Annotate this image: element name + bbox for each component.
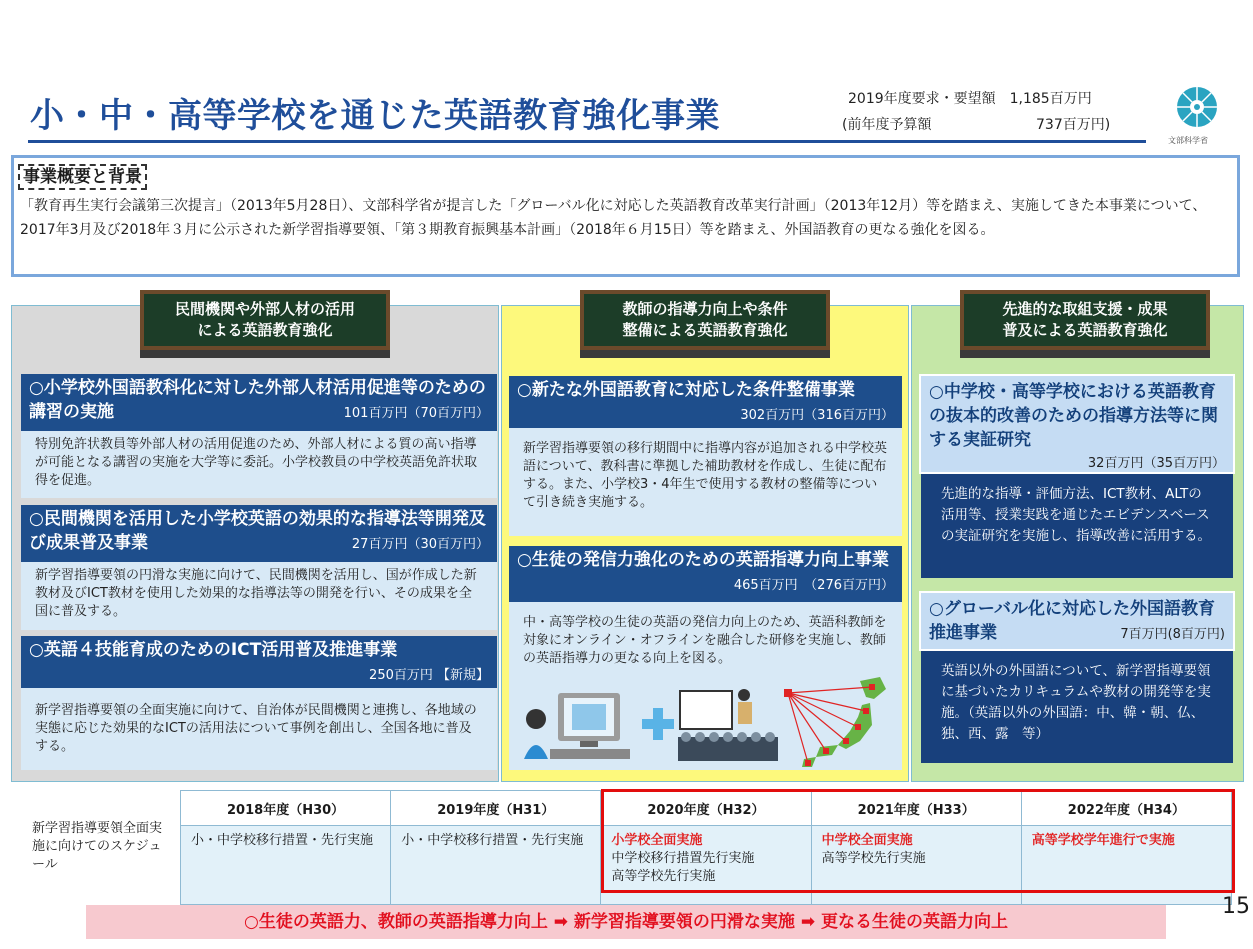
item-title-text: ○民間機関を活用した小学校英語の効果的な指導法等開発及び成果普及事業: [29, 509, 486, 553]
item-title: [919, 591, 1235, 651]
logo-caption: 文部科学省: [1168, 136, 1208, 145]
item-title-text: ○小学校外国語教科化に対した外部人材活用促進等のための講習の実施: [29, 378, 486, 422]
item-title-text: ○中学校・高等学校における英語教育の抜本的改善のための指導方法等に関する実証研究: [929, 382, 1218, 450]
item-amount: 7百万円(8百万円): [1120, 627, 1225, 642]
item-title-text: ○生徒の発信力強化のための英語指導力向上事業: [517, 550, 889, 570]
item-description: 新学習指導要領の移行期間中に指導内容が追加される中学校英語について、教科書に準拠した補助教材を作成し、生徒に配布する。また、小学校3・4年生で使用する教材の整備等について引き続き実施する。: [509, 428, 902, 536]
item-amount: 32百万円（35百万円）: [1087, 456, 1225, 471]
page-number: 15: [1222, 894, 1250, 919]
previous-budget-amount: 737百万円): [1036, 117, 1111, 133]
chalkboard-3: [960, 290, 1210, 358]
overview-heading: 事業概要と背景: [18, 164, 147, 190]
board-line: 先進的な取組支援・成果: [1002, 300, 1168, 318]
item-title: [509, 546, 902, 602]
item-amount: 101百万円（70百万円）: [343, 406, 489, 421]
item-title-text: ○グローバル化に対応した外国語教育推進事業: [929, 599, 1215, 643]
schedule-cell: 小・中学校移行措置・先行実施: [181, 826, 391, 905]
year-header: 2022年度（H34）: [1021, 791, 1231, 826]
item-description: 先進的な指導・評価方法、ICT教材、ALTの活用等、授業実践を通じたエビデンスベースの実証研究を実施し、指導改善に活用する。: [921, 474, 1233, 578]
item-description: 英語以外の外国語について、新学習指導要領に基づいたカリキュラムや教材の開発等を実施。（英語以外の外国語：中、韓・朝、仏、独、西、露 等）: [921, 651, 1233, 763]
item-title: [21, 636, 497, 688]
lecture-icon: [678, 689, 778, 761]
item-title: [21, 505, 497, 562]
full-implementation-highlight: [601, 789, 1235, 893]
item-description: 特別免許状教員等外部人材の活用促進のため、外部人材による質の高い指導が可能となる講習の実施を大学等に委託。小学校教員の中学校英語免許状取得を促進。: [21, 431, 497, 498]
board-line: 整備による英語教育強化: [622, 321, 788, 339]
year-header: 2020年度（H32）: [601, 791, 811, 826]
board-line: 民間機関や外部人材の活用: [174, 300, 355, 318]
schedule-label: 新学習指導要領全面実施に向けてのスケジュール: [32, 821, 163, 872]
training-illustration: [520, 675, 900, 770]
japan-map-icon: [784, 677, 886, 767]
chalkboard-1: [140, 290, 390, 358]
previous-budget-label: (前年度予算額: [842, 117, 932, 133]
item-amount: 465百万円 （276百万円）: [733, 578, 894, 593]
schedule-cell: 小・中学校移行措置・先行実施: [391, 826, 601, 905]
item-amount: 250百万円 【新規】: [369, 668, 489, 683]
year-header: 2021年度（H33）: [811, 791, 1021, 826]
computer-user-icon: [524, 693, 630, 759]
overview-text: 「教育再生実行会議第三次提言」（2013年5月28日）、文部科学省が提言した「グローバル化に対応した英語教育改革実行計画」（2013年12月）等を踏まえ、実施してきた本事業について、2017年3月及び2018年３月に公示された新学習指導要領、「第３期教育振興基本計画」（2018年６月15日）等を踏まえ、外国語教育の更なる強化を図る。: [20, 198, 1207, 238]
chalkboard-2: [580, 290, 830, 358]
board-line: による英語教育強化: [197, 321, 333, 339]
item-title-text: ○英語４技能育成のためのICT活用普及推進事業: [29, 640, 398, 660]
item-title: [509, 376, 902, 428]
item-title-text: ○新たな外国語教育に対応した条件整備事業: [517, 380, 855, 400]
overview-box: [11, 155, 1240, 277]
mext-logo-icon: [1175, 85, 1219, 129]
item-description: 新学習指導要領の円滑な実施に向けて、民間機関を活用し、国が作成した新教材及びICT教材を使用した効果的な指導法等の開発を行い、その成果を全国に普及する。: [21, 562, 497, 630]
schedule-cell: 中学校全面実施 高等学校先行実施: [811, 826, 1021, 905]
year-header: 2018年度（H30）: [181, 791, 391, 826]
item-title: [919, 374, 1235, 474]
schedule-cell: 高等学校学年進行で実施: [1021, 826, 1231, 905]
summary-banner: ○生徒の英語力、教師の英語指導力向上 ➡ 新学習指導要領の円滑な実施 ➡ 更なる生徒の英語力向上: [86, 905, 1166, 939]
schedule-cell: 小学校全面実施 中学校移行措置先行実施 高等学校先行実施: [601, 826, 811, 905]
budget-request: 2019年度要求・要望額 1,185百万円: [848, 91, 1092, 107]
item-amount: 27百万円（30百万円）: [351, 537, 489, 552]
plus-icon: [642, 708, 674, 740]
page-title: 小・中・高等学校を通じた英語教育強化事業: [30, 96, 720, 136]
board-line: 教師の指導力向上や条件: [622, 300, 788, 318]
board-line: 普及による英語教育強化: [1002, 321, 1168, 339]
item-amount: 302百万円（316百万円）: [740, 408, 894, 423]
year-header: 2019年度（H31）: [391, 791, 601, 826]
item-description: 中・高等学校の生徒の英語の発信力向上のため、英語科教師を対象にオンライン・オフラインを融合した研修を実施し、教師の英語指導力の更なる向上を図る。: [509, 602, 902, 770]
item-title: [21, 374, 497, 431]
item-description: 新学習指導要領の全面実施に向けて、自治体が民間機関と連携し、各地域の実態に応じた効果的なICTの活用法について事例を創出し、全国各地に普及する。: [21, 688, 497, 770]
title-divider: [28, 140, 1146, 143]
